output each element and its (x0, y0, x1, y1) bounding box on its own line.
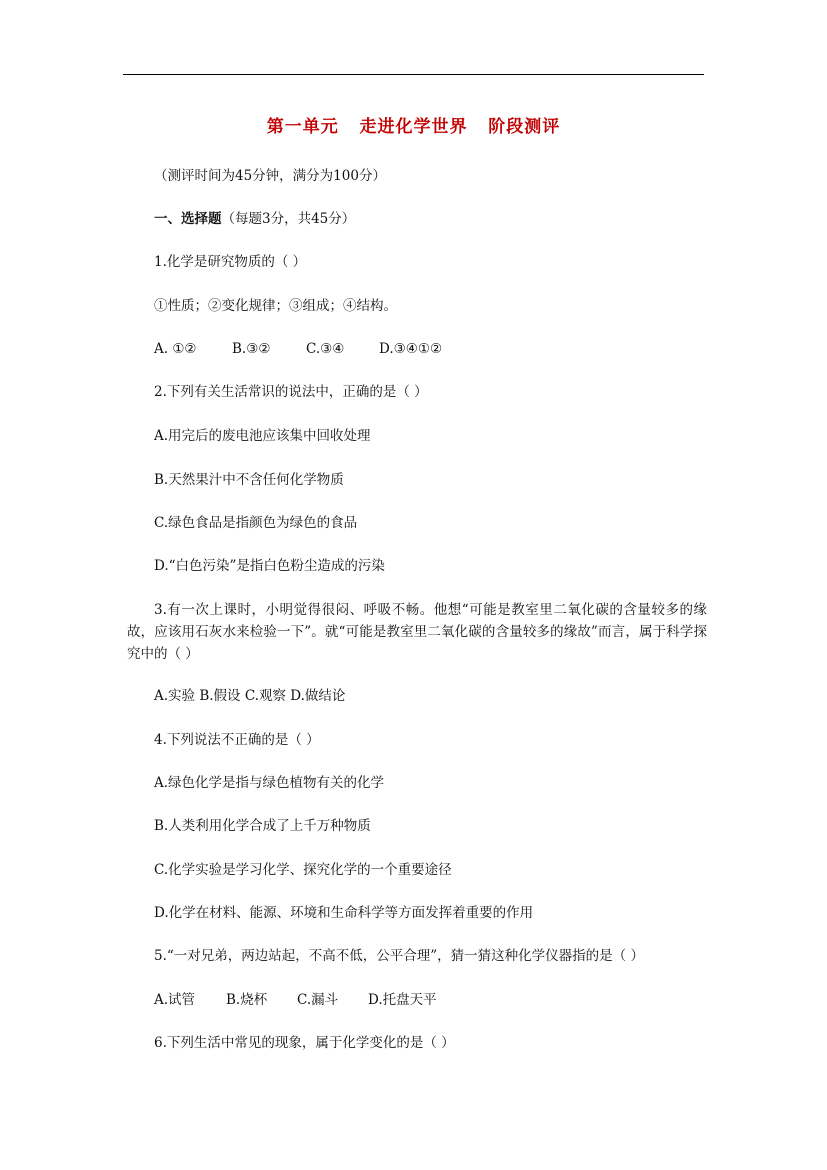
question-1-option-b: B.③② (232, 341, 271, 357)
question-1-options (154, 338, 442, 360)
question-3-stem: 3.有一次上课时，小明觉得很闷、呼吸不畅。他想“可能是教室里二氧化碳的含量较多的缘故，应该用石灰水来检验一下”。就“可能是教室里二氧化碳的含量较多的缘故”而言，属于科学探究中的（ ） (127, 602, 707, 662)
question-4-option-a: A.绿色化学是指与绿色植物有关的化学 (154, 775, 385, 791)
question-1-extra: ①性质；②变化规律；③组成；④结构。 (154, 298, 397, 314)
question-5-options (154, 989, 437, 1011)
section-title: 一、选择题 (154, 211, 222, 227)
question-5-option-d: D.托盘天平 (368, 992, 437, 1008)
question-1-option-d: D.③④①② (379, 341, 443, 357)
question-5-option-a: A.试管 (154, 992, 196, 1008)
question-5-option-b: B.烧杯 (226, 992, 268, 1008)
question-2-option-b: B.天然果汁中不含任何化学物质 (154, 472, 344, 488)
question-5-stem: 5.“一对兄弟，两边站起，不高不低，公平合理”，猜一猜这种化学仪器指的是（ ） (154, 948, 644, 964)
question-6-stem: 6.下列生活中常见的现象，属于化学变化的是（ ） (154, 1035, 455, 1051)
question-1-stem: 1.化学是研究物质的（ ） (154, 254, 307, 270)
section-heading (154, 208, 355, 230)
question-4-option-b: B.人类利用化学合成了上千万种物质 (154, 818, 371, 834)
question-2-option-a: A.用完后的废电池应该集中回收处理 (154, 428, 371, 444)
question-4-stem: 4.下列说法不正确的是（ ） (154, 732, 320, 748)
question-4-option-c: C.化学实验是学习化学、探究化学的一个重要途径 (154, 862, 452, 878)
page-title: 第一单元 走进化学世界 阶段测评 (266, 117, 561, 137)
header-rule (123, 74, 704, 75)
question-2-option-d: D.“白色污染”是指白色粉尘造成的污染 (154, 558, 385, 574)
question-1-option-c: C.③④ (306, 341, 345, 357)
question-2-option-c: C.绿色食品是指颜色为绿色的食品 (154, 515, 358, 531)
exam-note: （测评时间为45分钟，满分为100分） (154, 168, 386, 184)
section-note: （每题3分，共45分） (221, 211, 356, 227)
question-3-options: A.实验 B.假设 C.观察 D.做结论 (154, 688, 346, 704)
question-4-option-d: D.化学在材料、能源、环境和生命科学等方面发挥着重要的作用 (154, 905, 534, 921)
question-2-stem: 2.下列有关生活常识的说法中，正确的是（ ） (154, 384, 428, 400)
question-5-option-c: C.漏斗 (297, 992, 339, 1008)
question-1-option-a: A. ①② (154, 341, 197, 357)
